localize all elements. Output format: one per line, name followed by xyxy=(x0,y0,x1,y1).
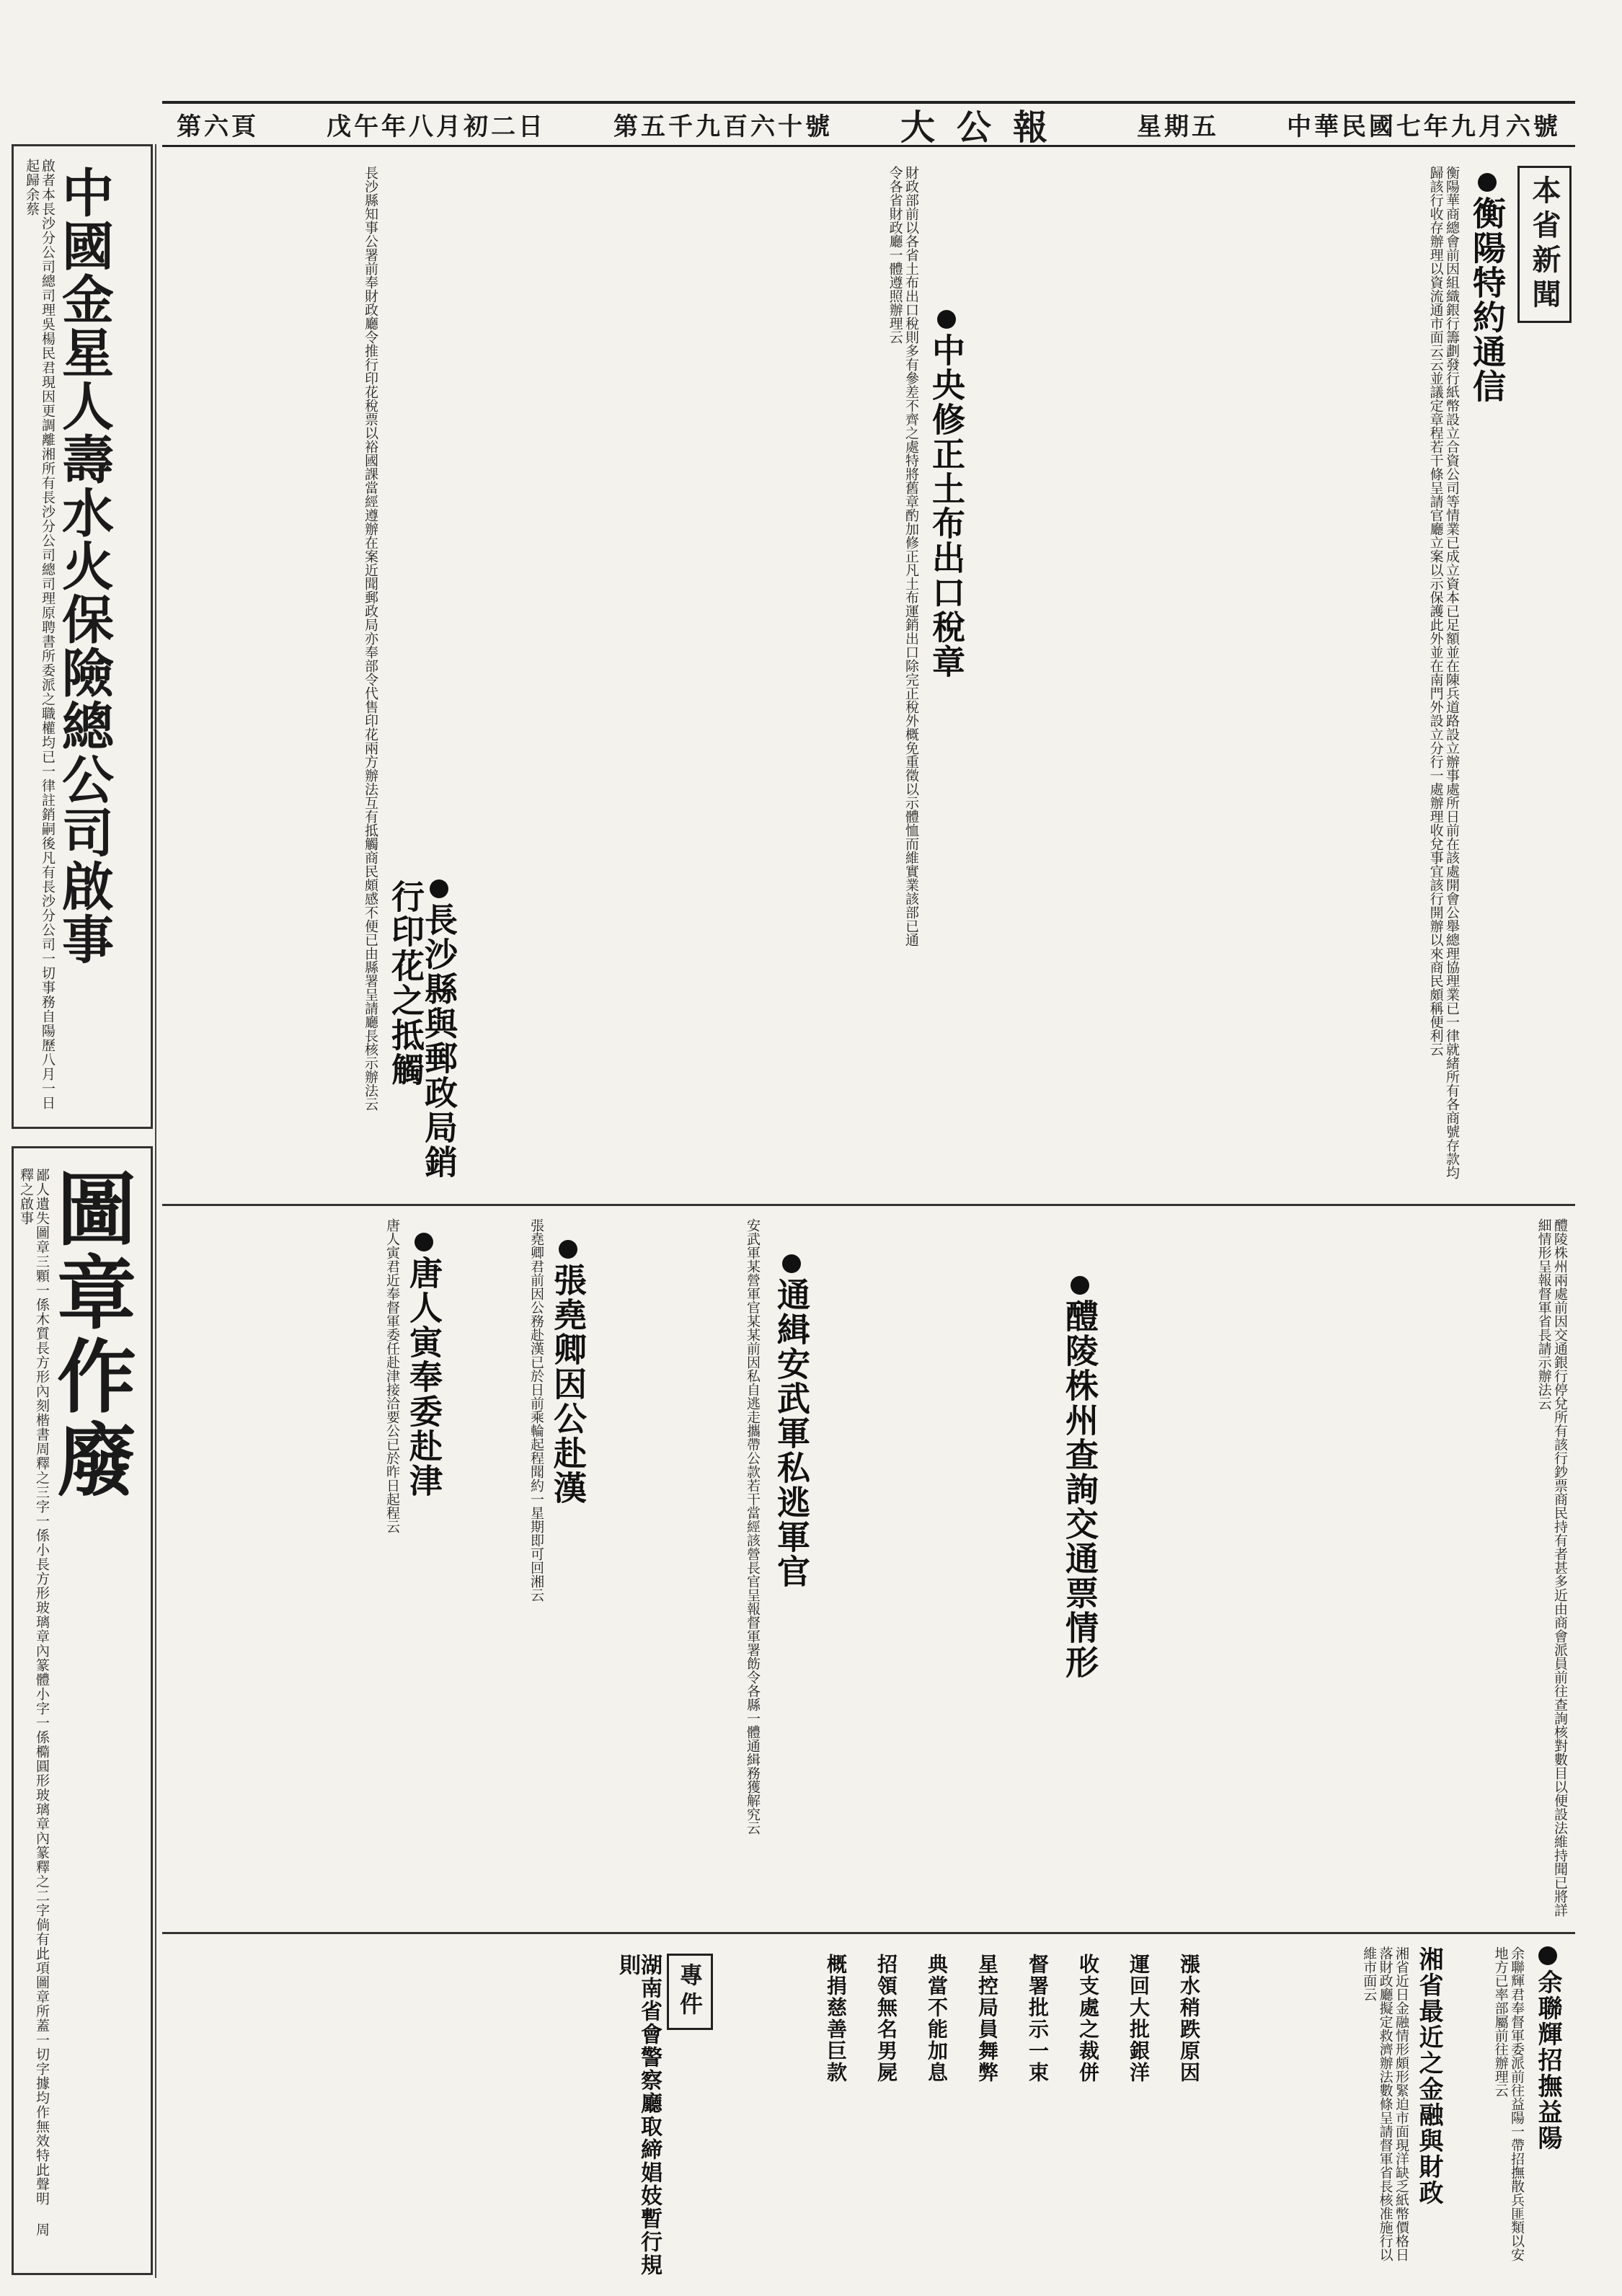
a3-headline xyxy=(386,879,458,1204)
ad1-title: 中國金星人壽水火保險總公司啟事 xyxy=(53,166,115,966)
bullet-icon xyxy=(415,1233,433,1251)
bullet-icon xyxy=(1071,1276,1089,1295)
a13-headline xyxy=(1026,1954,1050,2083)
a14-title: 星控局員舞弊 xyxy=(975,1954,999,2083)
a17-headline xyxy=(825,1954,846,2083)
a2-headline xyxy=(927,310,966,679)
ad2-title: 圖章作廢 xyxy=(44,1168,137,1502)
bullet-icon xyxy=(782,1254,801,1273)
a3-body: 長沙縣知事公署前奉財政廳令推行印花稅票以裕國課當經遵辦在案近聞郵政局亦奉部令代售印花兩方辦法互有抵觸商民頗感不便已由縣署呈請廳長核示辦法云 xyxy=(363,166,378,1111)
masthead-paper-name: 大公報 xyxy=(900,107,1069,148)
top-band xyxy=(162,151,1575,1206)
a8-body: 余聯輝君奉督軍委派前往益陽一帶招撫散兵匪類以安地方已率部屬前往辦理云 xyxy=(1492,1946,1525,2261)
a7-headline xyxy=(404,1233,443,1498)
a17-title: 概捐慈善巨款 xyxy=(824,1954,848,2083)
a9-body: 湘省近日金融情形頗形緊迫市面現洋缺乏紙幣價格日落財政廳擬定救濟辦法數條呈請督軍省長核准施行以維市面云 xyxy=(1361,1946,1409,2261)
a9-title: 湘省最近之金融與財政 xyxy=(1414,1946,1443,2206)
a18-headline xyxy=(616,1954,660,2278)
masthead-weekday: 星期五 xyxy=(1136,112,1219,141)
a3-title: 長沙縣與郵政局銷行印花之抵觸 xyxy=(386,879,458,1179)
bullet-icon xyxy=(559,1240,577,1259)
a11-title: 運回大批銀洋 xyxy=(1127,1954,1151,2083)
a7-title: 唐人寅奉委赴津 xyxy=(404,1256,443,1498)
a13-title: 督署批示一束 xyxy=(1026,1954,1050,2083)
a15-headline xyxy=(926,1954,947,2083)
a5-headline xyxy=(772,1254,811,1589)
a4-title: 醴陵株州查詢交通票情形 xyxy=(1060,1299,1099,1680)
a15-title: 典當不能加息 xyxy=(925,1954,949,2083)
a9-headline xyxy=(1414,1946,1443,2206)
a6-title: 張堯卿因公赴漢 xyxy=(549,1263,588,1505)
a2-title: 中央修正土布出口稅章 xyxy=(927,333,966,679)
a4-body: 醴陵株州兩處前因交通銀行停兌所有該行鈔票商民持有者甚多近由商會派員前往查詢核對數目以便設法維持聞已將詳細情形呈報督軍省長請示辦法云 xyxy=(1535,1218,1568,1917)
a7-body: 唐人寅君近奉督軍委任赴津接洽要公已於昨日起程云 xyxy=(384,1218,400,1533)
a16-headline xyxy=(876,1954,896,2083)
a18-title: 湖南省會警察廳取締娼妓暫行規則 xyxy=(615,1954,662,2277)
a4-headline xyxy=(1060,1276,1099,1680)
a5-body: 安武軍某營軍官某某前因私自逃走攜帶公款若干當經該營長官呈報督軍署飭令各縣一體通緝務獲解究云 xyxy=(745,1218,761,1835)
a11-headline xyxy=(1127,1954,1151,2083)
bullet-icon xyxy=(1478,173,1497,192)
a2-body: 財政部前以各省土布出口稅則多有參差不齊之處特將舊章酌加修正凡土布運銷出口除完正稅外概免重徵以示體恤而維實業該部已通令各省財政廳一體遵照辦理云 xyxy=(887,166,919,947)
a14-headline xyxy=(977,1954,997,2083)
a1-body: 衡陽華商總會前因組織銀行籌劃發行紙幣設立合資公司等情業已成立資本已足額並在陳兵道路設立辦事處所日前在該處開會公舉總理協理業已一律就緒所有各商號存款均歸該行收存辦理以資流通市面云云並議定章程若干條呈請官廳立案以示保護此外並在南門外設立分行一處辦理收兌事宜該行開辦以來商民頗稱便利云 xyxy=(1427,166,1460,1179)
ad1-body: 啟者本長沙分公司總司理吳楊民君現因更調離湘所有長沙分公司總司理原聘書所委派之職權均已一律註銷嗣後凡有長沙分公司一切事務自陽歷八月一日起歸余蔡 xyxy=(24,159,56,1110)
a1-headline xyxy=(1468,173,1507,404)
a8-headline xyxy=(1535,1946,1560,2151)
middle-band xyxy=(162,1211,1575,1934)
masthead-issue: 第五千九百六十號 xyxy=(613,112,833,141)
a8-title: 余聯輝招撫益陽 xyxy=(1533,1969,1562,2151)
bottom-band xyxy=(162,1939,1575,2278)
bullet-icon xyxy=(430,879,448,898)
masthead-date: 中華民國七年九月六號 xyxy=(1286,112,1561,141)
ad2-body: 鄙人遺失圖章三顆一係木質長方形內刻楷書周釋之三字一係小長方形玻璃章內篆體小字一係橢圓形玻璃章內篆釋之二字倘有此項圖章所蓋一切字據均作無效特此聲明 周釋之啟事 xyxy=(18,1168,50,2237)
masthead-lunar: 戊午年八月初二日 xyxy=(326,112,546,141)
special-column-label: 專件 xyxy=(667,1954,713,2030)
bullet-icon xyxy=(1538,1946,1557,1965)
a1-title: 衡陽特約通信 xyxy=(1468,196,1507,404)
a6-headline xyxy=(549,1240,588,1505)
a5-title: 通緝安武軍私逃軍官 xyxy=(772,1277,811,1589)
main-content xyxy=(162,151,1575,2278)
a12-headline xyxy=(1078,1954,1098,2083)
local-news-label: 本省新聞 xyxy=(1517,166,1572,323)
a10-headline xyxy=(1179,1954,1199,2083)
bullet-icon xyxy=(937,310,956,329)
a16-title: 招領無名男屍 xyxy=(874,1954,898,2083)
masthead-page: 第六頁 xyxy=(177,112,259,141)
a6-body: 張堯卿君前因公務赴漢已於日前乘輪起程聞約一星期即可回湘云 xyxy=(528,1218,544,1602)
a12-title: 收支處之裁併 xyxy=(1076,1954,1100,2083)
a10-title: 漲水稍跌原因 xyxy=(1177,1954,1201,2083)
masthead xyxy=(162,101,1575,147)
left-ads-column xyxy=(7,144,156,2278)
